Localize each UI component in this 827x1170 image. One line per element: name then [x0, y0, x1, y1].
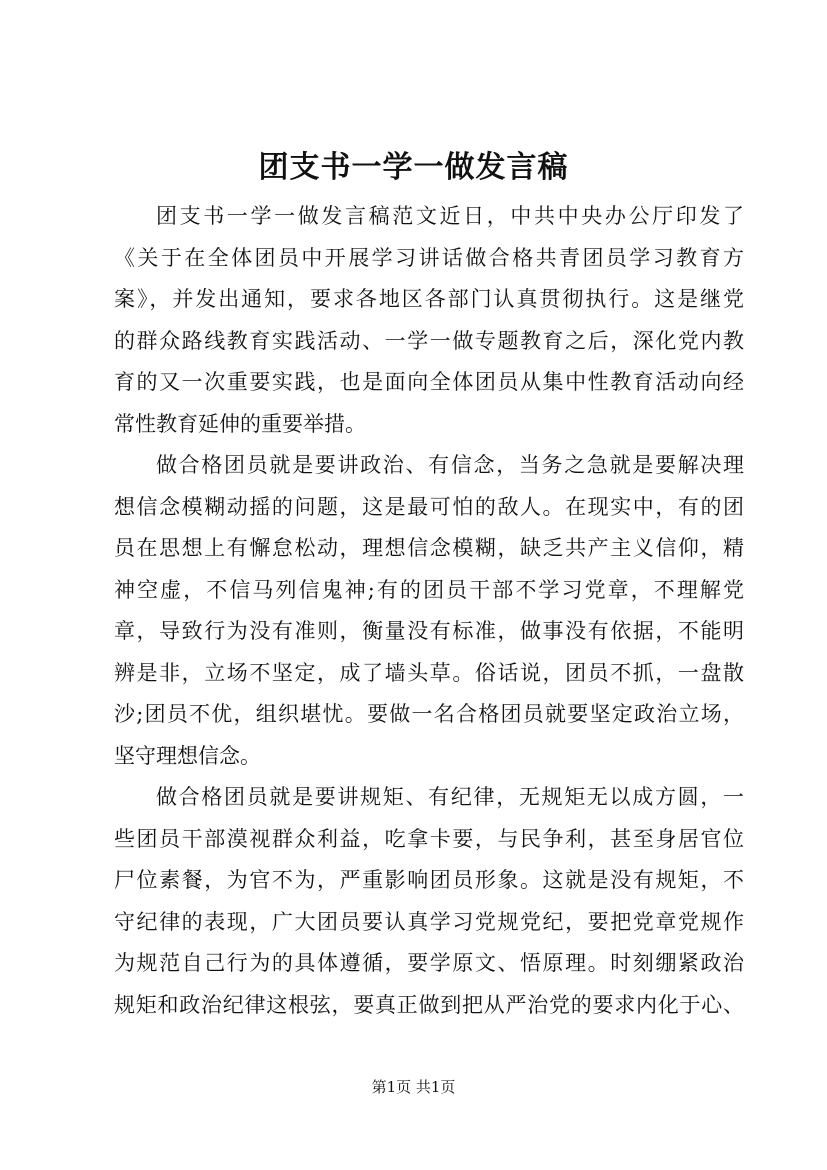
document-title: 团支书一学一做发言稿	[258, 150, 569, 185]
text-line: 神空虚，不信马列信鬼神;有的团员干部不学习党章，不理解党	[114, 577, 744, 602]
text-line: 辨是非，立场不坚定，成了墙头草。俗话说，团员不抓，一盘散	[114, 660, 744, 685]
text-line: 规矩和政治纪律这根弦，要真正做到把从严治党的要求内化于心、	[114, 992, 744, 1017]
text-line: 做合格团员就是要讲规矩、有纪律，无规矩无以成方圆，一	[156, 785, 744, 809]
text-line: 为规范自己行为的具体遵循，要学原文、悟原理。时刻绷紧政治	[114, 951, 744, 975]
text-line: 员在思想上有懈怠松动，理想信念模糊，缺乏共产主义信仰，精	[114, 536, 744, 560]
text-line: 章，导致行为没有准则，衡量没有标准，做事没有依据，不能明	[114, 619, 744, 643]
text-line: 《关于在全体团员中开展学习讲话做合格共青团员学习教育方	[114, 245, 744, 270]
paragraph-1	[114, 196, 744, 445]
text-line: 育的又一次重要实践，也是面向全体团员从集中性教育活动向经	[114, 370, 744, 394]
paragraph-2	[114, 445, 744, 777]
text-line: 常性教育延伸的重要举措。	[114, 411, 366, 436]
text-line: 案》，并发出通知，要求各地区各部门认真贯彻执行。这是继党	[114, 287, 744, 311]
text-line: 的群众路线教育实践活动、一学一做专题教育之后，深化党内教	[114, 328, 744, 353]
text-line: 坚守理想信念。	[114, 743, 261, 768]
text-line: 想信念模糊动摇的问题，这是最可怕的敌人。在现实中，有的团	[114, 494, 744, 519]
text-line: 守纪律的表现，广大团员要认真学习党规党纪，要把党章党规作	[114, 909, 744, 934]
text-line: 沙;团员不优，组织堪忧。要做一名合格团员就要坚定政治立场，	[114, 702, 744, 726]
text-line: 团支书一学一做发言稿范文近日，中共中央办公厅印发了	[156, 204, 744, 228]
text-line: 尸位素餐，为官不为，严重影响团员形象。这就是没有规矩，不	[114, 868, 744, 892]
text-line: 些团员干部漠视群众利益，吃拿卡要，与民争利，甚至身居官位	[114, 826, 744, 851]
text-line: 做合格团员就是要讲政治、有信念，当务之急就是要解决理	[156, 453, 744, 477]
document-body	[114, 196, 744, 1026]
paragraph-3	[114, 777, 744, 1026]
page-footer: 第1页 共1页	[371, 1078, 456, 1096]
